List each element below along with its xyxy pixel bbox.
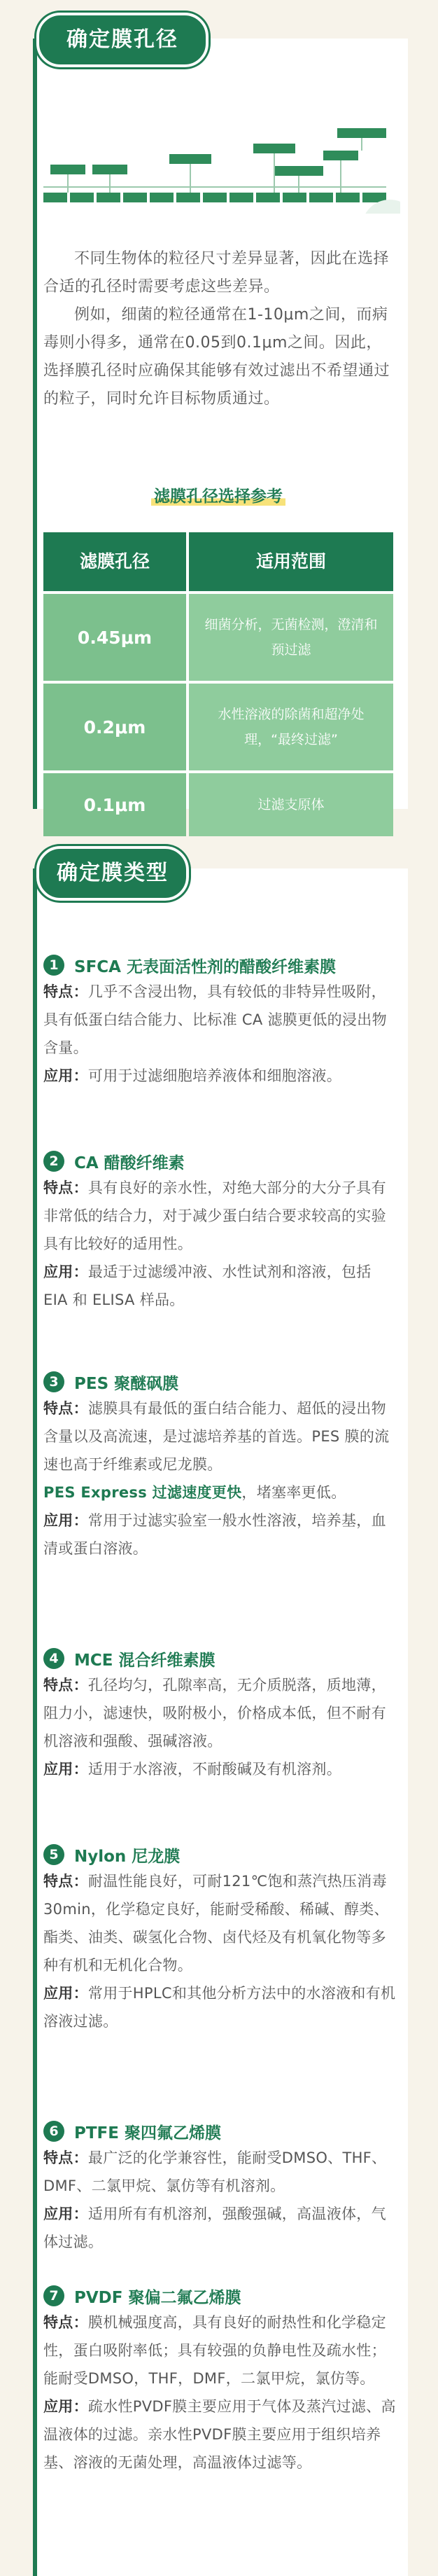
application-text: 应用：适用于水溶液，不耐酸碱及有机溶剂。	[43, 1761, 342, 1778]
features-text: 特点：具有良好的亲水性，对绝大部分的大分子具有非常低的结合力，对于减少蛋白结合要求较高的实验具有比较好的适用性。	[43, 1179, 386, 1252]
table-cell-size: 0.1μm	[43, 773, 186, 836]
features-text: 特点：膜机械强度高，具有良好的耐热性和化学稳定性，蛋白吸附率低；具有较强的负静电性及疏水性；能耐受DMSO，THF，DMF，二氯甲烷，氯仿等。	[43, 2314, 386, 2387]
features-text: 特点：最广泛的化学兼容性，能耐受DMSO、THF、DMF、二氯甲烷、氯仿等有机溶剂。	[43, 2149, 387, 2194]
number-badge: 1	[43, 955, 64, 976]
membrane-name: PTFE 聚四氟乙烯膜	[74, 2124, 221, 2142]
number-badge: 3	[43, 1371, 64, 1392]
application-text: 应用：疏水性PVDF膜主要应用于气体及蒸汽过滤、高温液体的过滤。亲水性PVDF膜主要应用于组织培养基、溶液的无菌处理，高温液体过滤等。	[43, 2398, 396, 2471]
application-text: 应用：常用于HPLC和其他分析方法中的水溶液和有机溶液过滤。	[43, 1985, 396, 2030]
membrane-item-pes	[43, 1369, 400, 1563]
table-header-row	[43, 532, 393, 591]
membrane-item-mce	[43, 1646, 400, 1783]
features-text: 特点：几乎不含浸出物，具有较低的非特异性吸附，具有低蛋白结合能力、比标准 CA 滤膜更低的浸出物含量。	[43, 983, 387, 1056]
membrane-name: PVDF 聚偏二氟乙烯膜	[74, 2288, 241, 2307]
features-text: 特点：耐温性能良好，可耐121℃饱和蒸汽热压消毒30min，化学稳定良好，能耐受稀酸、稀碱、醇类、酯类、油类、碳氢化合物、卤代烃及有机氧化物等多种有机和无机化合物。	[43, 1873, 389, 1974]
table-header-size: 滤膜孔径	[43, 532, 186, 591]
membrane-name: Nylon 尼龙膜	[74, 1847, 181, 1866]
membrane-item-ca	[43, 1149, 400, 1314]
membrane-name: CA 醋酸纤维素	[74, 1154, 185, 1172]
table-title: 滤膜孔径选择参考	[43, 483, 393, 506]
application-text: 应用：最适于过滤缓冲液、水性试剂和溶液，包括 EIA 和 ELISA 样品。	[43, 1263, 372, 1308]
intro-paragraph-1: 不同生物体的粒径尺寸差异显著，因此在选择合适的孔径时需要考虑这些差异。	[43, 250, 390, 296]
membrane-heading	[43, 1149, 400, 1174]
pes-express-note: PES Express 过滤速度更快，堵塞率更低。	[43, 1484, 346, 1501]
membrane-heading	[43, 953, 400, 978]
intro-paragraph-2: 例如，细菌的粒径通常在1-10μm之间，而病毒则小得多，通常在0.05到0.1μm之间。因此，选择膜孔径时应确保其能够有效过滤出不希望通过的粒子，同时允许目标物质通过。	[43, 306, 390, 408]
particle-size-diagram	[43, 123, 400, 214]
membrane-heading	[43, 1646, 400, 1671]
membrane-item-nylon	[43, 1842, 400, 2035]
table-cell-size: 0.45μm	[43, 594, 186, 681]
membrane-heading	[43, 1369, 400, 1394]
membrane-item-pvdf	[43, 2283, 400, 2477]
table-header-use: 适用范围	[189, 532, 393, 591]
table-cell-use: 过滤支原体	[189, 773, 393, 836]
features-text: 特点：孔径均匀，孔隙率高，无介质脱落，质地薄，阻力小，滤速快，吸附极小，价格成本低，但不耐有机溶液和强酸、强碱溶液。	[43, 1677, 386, 1750]
number-badge: 7	[43, 2285, 64, 2306]
table-row	[43, 773, 393, 836]
application-text: 应用：常用于过滤实验室一般水性溶液，培养基，血清或蛋白溶液。	[43, 1512, 386, 1557]
number-badge: 4	[43, 1648, 64, 1669]
membrane-heading	[43, 2283, 400, 2308]
number-badge: 2	[43, 1151, 64, 1172]
membrane-item-sfca	[43, 953, 400, 1090]
table-cell-size: 0.2μm	[43, 684, 186, 770]
table-row	[43, 594, 393, 681]
membrane-heading	[43, 2119, 400, 2144]
membrane-name: MCE 混合纤维素膜	[74, 1651, 216, 1670]
membrane-heading	[43, 1842, 400, 1867]
number-badge: 6	[43, 2121, 64, 2142]
number-badge: 5	[43, 1844, 64, 1865]
membrane-name: PES 聚醚砜膜	[74, 1374, 179, 1393]
application-text: 应用：可用于过滤细胞培养液体和细胞溶液。	[43, 1067, 342, 1084]
application-text: 应用：适用所有有机溶剂，强酸强碱，高温液体，气体过滤。	[43, 2205, 386, 2250]
table-row	[43, 684, 393, 770]
membrane-item-ptfe	[43, 2119, 400, 2256]
membrane-name: SFCA 无表面活性剂的醋酸纤维素膜	[74, 957, 336, 976]
section-title-pore-size: 确定膜孔径	[36, 13, 209, 67]
table-cell-use: 细菌分析，无菌检测，澄清和预过滤	[189, 594, 393, 681]
features-text: 特点：滤膜具有最低的蛋白结合能力、超低的浸出物含量以及高流速，是过滤培养基的首选。PES 膜的流速也高于纤维素或尼龙膜。	[43, 1400, 390, 1473]
pore-size-table	[43, 532, 393, 836]
section-title-membrane-type: 确定膜类型	[36, 846, 189, 901]
table-cell-use: 水性溶液的除菌和超净处理，“最终过滤”	[189, 684, 393, 770]
